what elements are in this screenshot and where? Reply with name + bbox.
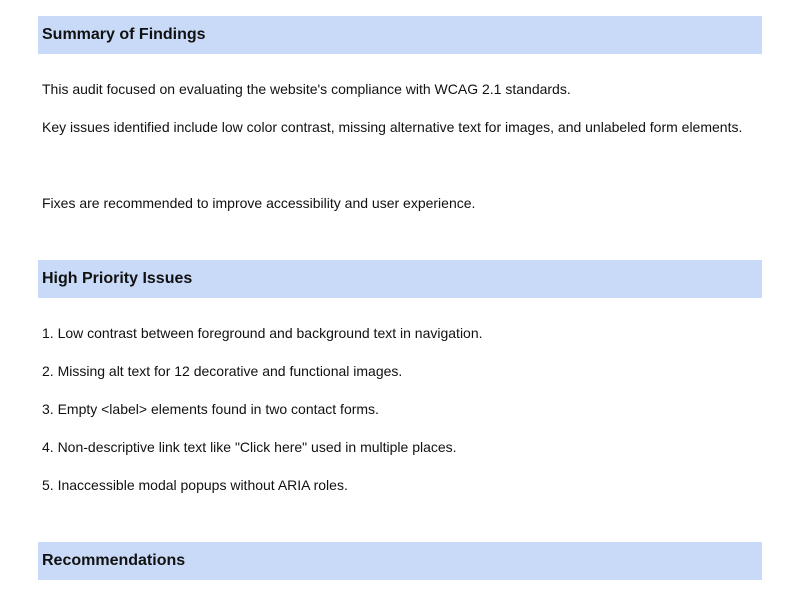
high-priority-list	[42, 314, 758, 504]
recommendations-heading: Recommendations	[38, 542, 762, 580]
summary-paragraph-2: Key issues identified include low color contrast, missing alternative text for images, and unlabeled form elements.	[42, 119, 743, 135]
summary-paragraph-3: Fixes are recommended to improve accessibility and user experience.	[42, 195, 476, 211]
list-item: 4. Non-descriptive link text like "Click here" used in multiple places.	[42, 439, 457, 455]
list-item: 1. Low contrast between foreground and background text in navigation.	[42, 325, 483, 341]
summary-heading: Summary of Findings	[38, 16, 762, 54]
high-priority-heading: High Priority Issues	[38, 260, 762, 298]
summary-paragraph-1: This audit focused on evaluating the website's compliance with WCAG 2.1 standards.	[42, 81, 571, 97]
list-item: 5. Inaccessible modal popups without ARIA roles.	[42, 477, 348, 493]
list-item: 3. Empty <label> elements found in two contact forms.	[42, 401, 379, 417]
list-item: 2. Missing alt text for 12 decorative and functional images.	[42, 363, 403, 379]
